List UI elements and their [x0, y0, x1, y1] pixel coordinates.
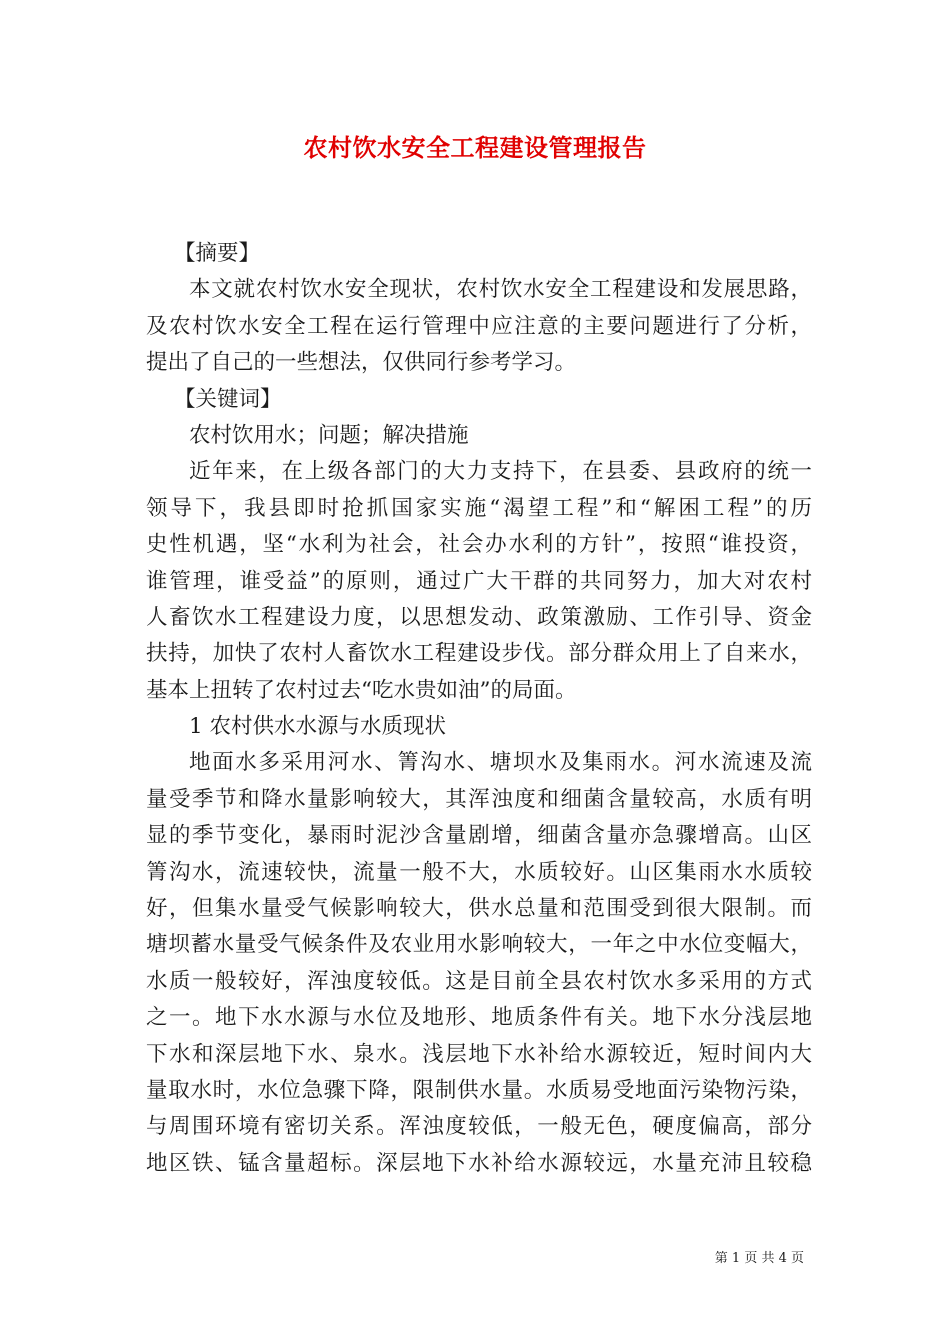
body-line: 及农村饮水安全工程在运行管理中应注意的主要问题进行了分析，: [146, 313, 812, 339]
body-line: 农村饮用水；问题；解决措施: [189, 422, 469, 448]
body-line: 塘坝蓄水量受气候条件及农业用水影响较大，一年之中水位变幅大，: [146, 932, 812, 958]
body-line: 箐沟水，流速较快，流量一般不大，水质较好。山区集雨水水质较: [146, 859, 812, 885]
body-line: 领导下，我县即时抢抓国家实施“渴望工程”和“解困工程”的历: [146, 495, 812, 521]
body-line: 人畜饮水工程建设力度，以思想发动、政策激励、工作引导、资金: [146, 604, 812, 630]
document-body: [146, 236, 812, 1182]
document-title: 农村饮水安全工程建设管理报告: [303, 133, 647, 162]
body-line: 1 农村供水水源与水质现状: [189, 714, 447, 740]
body-line: 谁管理，谁受益”的原则，通过广大干群的共同努力，加大对农村: [146, 568, 812, 594]
body-line: 本文就农村饮水安全现状，农村饮水安全工程建设和发展思路，: [189, 277, 812, 303]
body-line: 与周围环境有密切关系。浑浊度较低，一般无色，硬度偏高，部分: [146, 1114, 812, 1140]
body-line: 量受季节和降水量影响较大，其浑浊度和细菌含量较高，水质有明: [146, 786, 812, 812]
body-line: 地区铁、锰含量超标。深层地下水补给水源较远，水量充沛且较稳: [146, 1150, 812, 1176]
page-number-footer: 第 1 页 共 4 页: [714, 1251, 804, 1266]
body-line: 量取水时，水位急骤下降，限制供水量。水质易受地面污染物污染，: [146, 1077, 812, 1103]
body-line: 显的季节变化，暴雨时泥沙含量剧增，细菌含量亦急骤增高。山区: [146, 823, 812, 849]
body-line: 水质一般较好，浑浊度较低。这是目前全县农村饮水多采用的方式: [146, 968, 812, 994]
body-line: 基本上扭转了农村过去“吃水贵如油”的局面。: [146, 677, 577, 703]
body-line: 【摘要】: [174, 241, 261, 266]
body-line: 地面水多采用河水、箐沟水、塘坝水及集雨水。河水流速及流: [189, 750, 812, 776]
body-line: 提出了自己的一些想法，仅供同行参考学习。: [146, 350, 577, 376]
body-line: 近年来，在上级各部门的大力支持下，在县委、县政府的统一: [189, 459, 812, 485]
body-line: 好，但集水量受气候影响较大，供水总量和范围受到很大限制。而: [146, 896, 812, 922]
body-line: 扶持，加快了农村人畜饮水工程建设步伐。部分群众用上了自来水，: [146, 641, 812, 667]
body-line: 之一。地下水水源与水位及地形、地质条件有关。地下水分浅层地: [146, 1005, 812, 1031]
body-line: 下水和深层地下水、泉水。浅层地下水补给水源较近，短时间内大: [146, 1041, 812, 1067]
body-line: 史性机遇，坚“水利为社会，社会办水利的方针”，按照“谁投资，: [146, 532, 812, 558]
body-line: 【关键词】: [174, 386, 282, 412]
